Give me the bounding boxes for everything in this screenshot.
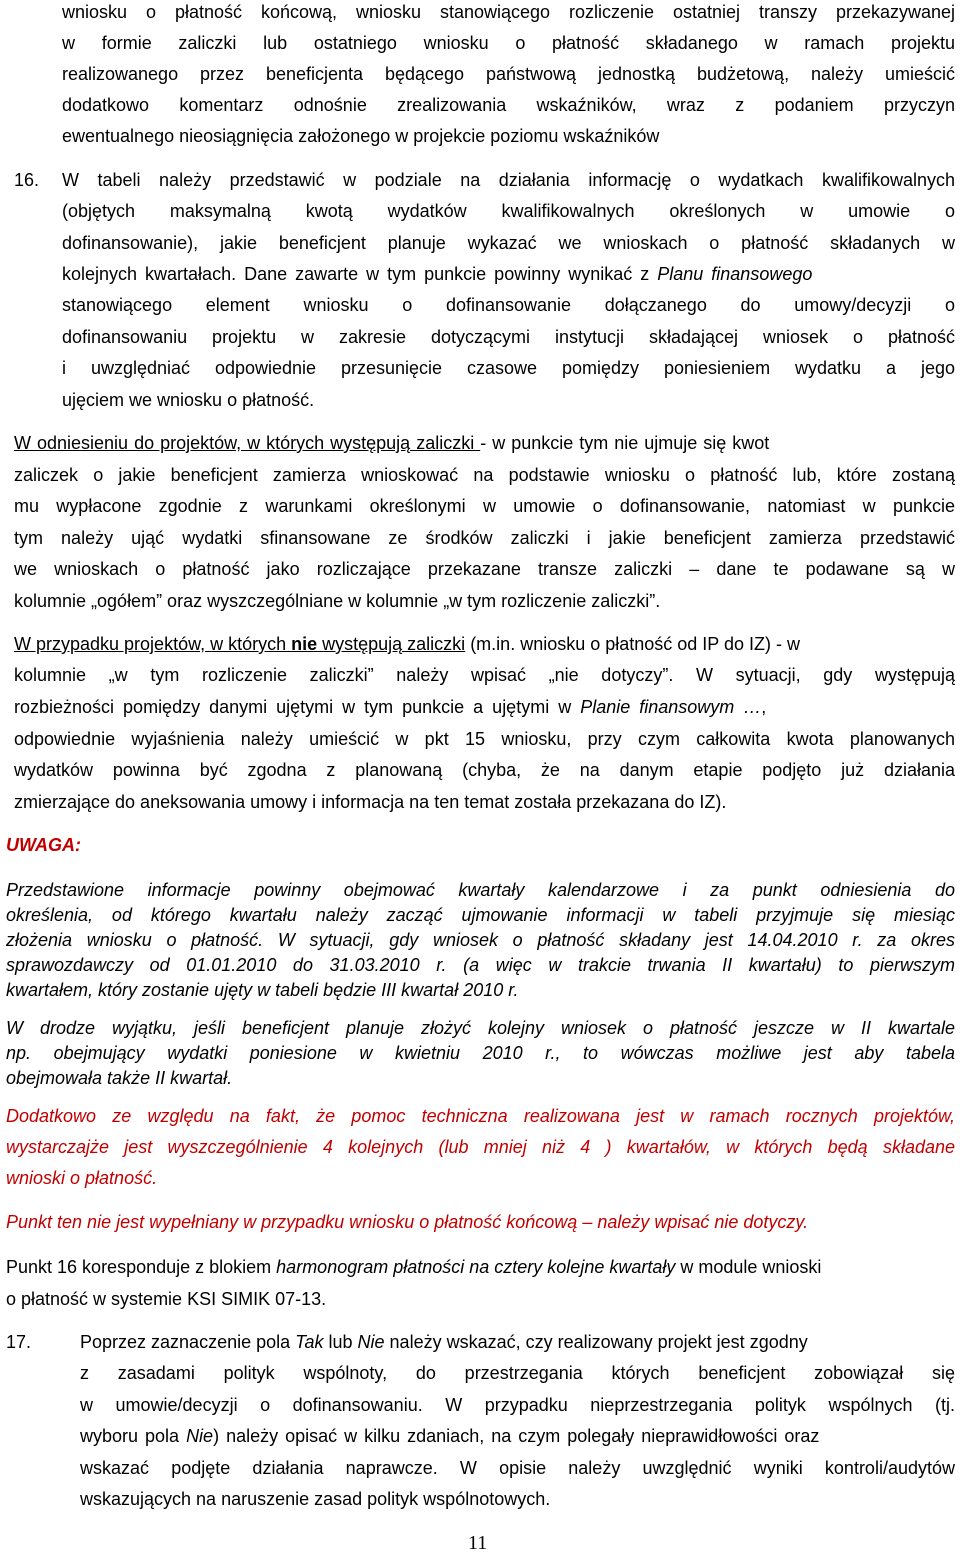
text-line xyxy=(80,1332,808,1353)
text-line: wskazać podjęte działania naprawcze. W opisie należy uwzględnić wyniki kontroli/audytów xyxy=(80,1458,955,1478)
text-line: dofinansowaniu projektu w zakresie dotyczącymi instytucji składającej wniosek o płatność xyxy=(62,327,955,347)
text-line: z zasadami polityk wspólnoty, do przestrzegania których beneficjent zobowiązał się xyxy=(80,1363,955,1383)
item-number: 16. xyxy=(14,170,40,190)
text-line: Przedstawione informacje powinny obejmować kwartały kalendarzowe i za punkt odniesienia do xyxy=(6,880,955,900)
tak-option: Tak xyxy=(295,1332,324,1352)
text-line: Dodatkowo ze względu na fakt, że pomoc techniczna realizowana jest w ramach rocznych projektów, xyxy=(6,1106,955,1126)
text-line: zmierzające do aneksowania umowy i informacja na ten temat została przekazana do IZ). xyxy=(14,792,727,812)
text-line: np. obejmujący wydatki poniesione w kwietniu 2010 r., to wówczas możliwe jest aby tabela xyxy=(6,1043,955,1063)
text-line: i uwzględniać odpowiednie przesunięcie czasowe pomiędzy poniesieniem wydatku a jego xyxy=(62,358,955,378)
text-run: Punkt 16 koresponduje z blokiem xyxy=(6,1257,277,1277)
text-line xyxy=(14,433,769,454)
underlined-heading: W odniesieniu do projektów, w których występują zaliczki xyxy=(14,433,481,453)
text-line xyxy=(6,1257,821,1278)
text-run: lub xyxy=(323,1332,358,1352)
text-line: (objętych maksymalną kwotą wydatków kwalifikowalnych określonych w umowie o xyxy=(62,201,955,221)
text-line: dodatkowo komentarz odnośnie zrealizowania wskaźników, wraz z podaniem przyczyn xyxy=(62,95,955,115)
text-run: kolejnych kwartałach. Dane zawarte w tym punkcie powinny wynikać z xyxy=(62,264,658,284)
plan-finansowy-ref: Planu finansowego xyxy=(657,264,813,284)
text-run: Poprzez zaznaczenie pola xyxy=(80,1332,296,1352)
text-line: ujęciem we wniosku o płatność. xyxy=(62,390,315,410)
page-number: 11 xyxy=(468,1532,488,1554)
harmonogram-ref: harmonogram płatności na cztery kolejne kwartały xyxy=(276,1257,676,1277)
text-line: w umowie/decyzji o dofinansowaniu. W przypadku nieprzestrzegania polityk wspólnych (tj. xyxy=(80,1395,955,1415)
text-line: wniosku o płatność końcową, wniosku stanowiącego rozliczenie ostatniej transzy przekazywanej xyxy=(62,2,955,22)
text-line: określenia, od którego kwartału należy zacząć ujmowanie informacji w tabeli przyjmuje się miesiąc xyxy=(6,905,955,925)
text-run: W przypadku projektów, w których xyxy=(14,634,292,654)
red-paragraph-2: Punkt ten nie jest wypełniany w przypadku wniosku o płatność końcową – należy wpisać nie dotyczy. xyxy=(6,1212,809,1232)
item-number: 17. xyxy=(6,1332,32,1352)
text-run: (m.in. wniosku o płatność od IP do IZ) - w xyxy=(465,634,800,654)
text-line: stanowiącego element wniosku o dofinansowanie dołączanego do umowy/decyzji o xyxy=(62,295,955,315)
text-run: wyboru pola xyxy=(80,1426,187,1446)
text-line: o płatność w systemie KSI SIMIK 07-13. xyxy=(6,1289,327,1309)
text-run: rozbieżności pomiędzy danymi ujętymi w tym punkcie a ujętymi w xyxy=(14,697,581,717)
text-line: mu wypłacone zgodnie z warunkami określonymi w umowie o dofinansowanie, natomiast w punkcie xyxy=(14,496,955,516)
text-line: realizowanego przez beneficjenta będącego państwową jednostką budżetową, należy umieścić xyxy=(62,64,955,84)
text-line: W drodze wyjątku, jeśli beneficjent planuje złożyć kolejny wniosek o płatność jeszcze w II kwartale xyxy=(6,1018,955,1038)
text-run: - w punkcie tym nie ujmuje się kwot xyxy=(480,433,770,453)
text-line xyxy=(80,1426,819,1447)
text-line: zaliczek o jakie beneficjent zamierza wnioskować na podstawie wniosku o płatność lub, które zostaną xyxy=(14,465,955,485)
uwaga-label: UWAGA: xyxy=(6,835,81,855)
text-run: należy wskazać, czy realizowany projekt jest zgodny xyxy=(384,1332,808,1352)
text-line: wnioski o płatność. xyxy=(6,1168,158,1188)
text-line: złożenia wniosku o płatność. W sytuacji, gdy wniosek o płatność składany jest 14.04.2010 r. za okres xyxy=(6,930,955,950)
text-line: wystarczajże jest wyszczególnienie 4 kolejnych (lub mniej niż 4 ) kwartałów, w których będą składane xyxy=(6,1137,955,1157)
text-line: w formie zaliczki lub ostatniego wniosku o płatność składanego w ramach projektu xyxy=(62,33,955,53)
text-run: występują zaliczki xyxy=(317,634,466,654)
underlined-heading xyxy=(14,634,465,654)
text-line: kolumnie „w tym rozliczenie zaliczki” należy wpisać „nie dotyczy”. W sytuacji, gdy występują xyxy=(14,665,955,685)
text-line: W tabeli należy przedstawić w podziale na działania informację o wydatkach kwalifikowalnych xyxy=(62,170,955,190)
text-line: sprawozdawczy od 01.01.2010 do 31.03.2010 r. (a więc w trakcie trwania II kwartału) to pierwszym xyxy=(6,955,955,975)
text-line xyxy=(14,634,800,655)
text-line: odpowiednie wyjaśnienia należy umieścić w pkt 15 wniosku, przy czym całkowita kwota planowanych xyxy=(14,729,955,749)
text-run: w module wnioski xyxy=(675,1257,822,1277)
nie-option: Nie xyxy=(357,1332,385,1352)
text-run: , xyxy=(761,697,767,717)
text-line: ewentualnego nieosiągnięcia założonego w projekcie poziomu wskaźników xyxy=(62,126,660,146)
text-line: kolumnie „ogółem” oraz wyszczególniane w kolumnie „w tym rozliczenie zaliczki”. xyxy=(14,591,661,611)
text-line: obejmowała także II kwartał. xyxy=(6,1068,233,1088)
text-line: wskazujących na naruszenie zasad polityk wspólnotowych. xyxy=(80,1489,551,1509)
text-line: kwartałem, który zostanie ujęty w tabeli będzie III kwartał 2010 r. xyxy=(6,980,519,1000)
text-line xyxy=(62,264,812,285)
plan-finansowy-ref: Planie finansowym … xyxy=(580,697,762,717)
text-line: wydatków powinna być zgodna z planowaną (chyba, że na danym etapie podjęto już działania xyxy=(14,760,955,780)
text-line: dofinansowanie), jakie beneficjent planuje wykazać we wnioskach o płatność składanych w xyxy=(62,233,955,253)
bold-word: nie xyxy=(291,634,318,654)
text-line: we wnioskach o płatność jako rozliczające przekazane transze zaliczki – dane te podawane są w xyxy=(14,559,955,579)
text-run: ) należy opisać w kilku zdaniach, na czym polegały nieprawidłowości oraz xyxy=(213,1426,820,1446)
text-line xyxy=(14,697,766,718)
nie-option: Nie xyxy=(186,1426,214,1446)
text-line: tym należy ująć wydatki sfinansowane ze środków zaliczki i jakie beneficjent zamierza przedstawić xyxy=(14,528,955,548)
